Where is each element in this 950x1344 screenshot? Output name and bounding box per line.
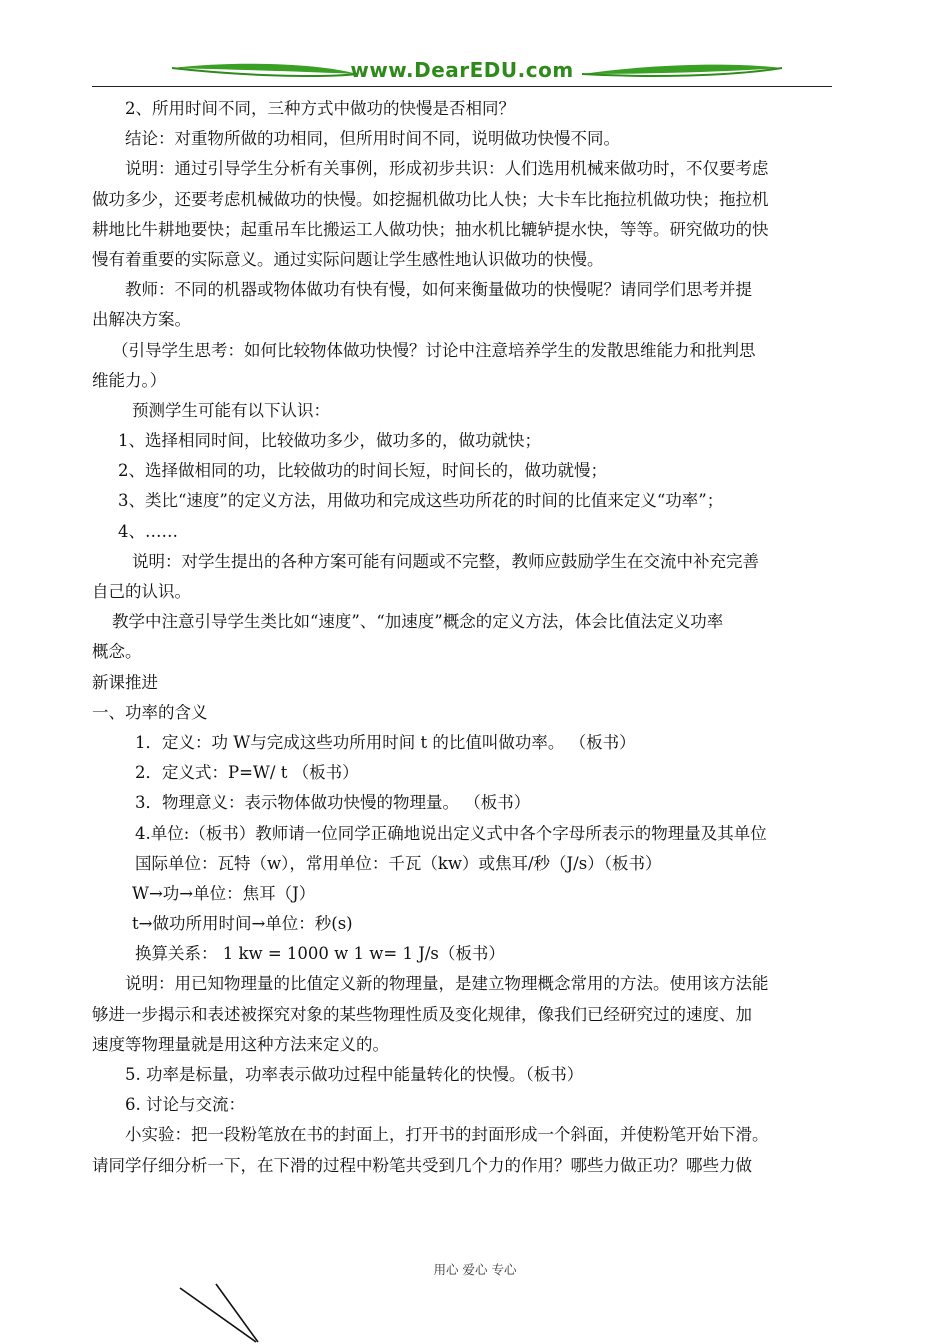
paragraph-line: 换算关系： 1 kw = 1000 w 1 w= 1 J/s（板书） bbox=[135, 944, 505, 964]
paragraph-line: 教师：不同的机器或物体做功有快有慢，如何来衡量做功的快慢呢？请同学们思考并提 bbox=[125, 280, 752, 300]
list-item: 4.单位:（板书）教师请一位同学正确地说出定义式中各个字母所表示的物理量及其单位 bbox=[135, 823, 767, 843]
list-item: 5. 功率是标量，功率表示做功过程中能量转化的快慢。（板书） bbox=[125, 1065, 584, 1084]
header-rule bbox=[92, 86, 832, 87]
list-item: 6. 讨论与交流： bbox=[125, 1095, 245, 1115]
paragraph-line: 预测学生可能有以下认识： bbox=[132, 400, 330, 420]
paragraph-line: 概念。 bbox=[92, 642, 142, 662]
paragraph-line: 说明：对学生提出的各种方案可能有问题或不完整，教师应鼓励学生在交流中补充完善 bbox=[132, 551, 759, 571]
paragraph-line: （引导学生思考：如何比较物体做功快慢？讨论中注意培养学生的发散思维能力和批判思 bbox=[112, 340, 756, 360]
paragraph-line: 够进一步揭示和表述被探究对象的某些物理性质及变化规律，像我们已经研究过的速度、加 bbox=[92, 1004, 752, 1024]
paragraph-line: 慢有着重要的实际意义。通过实际问题让学生感性地认识做功的快慢。 bbox=[92, 249, 604, 269]
paragraph-line: 耕地比牛耕地要快；起重吊车比搬运工人做功快；抽水机比辘轳提水快，等等。研究做功的快 bbox=[92, 219, 769, 239]
paragraph-line: 结论：对重物所做的功相同，但所用时间不同，说明做功快慢不同。 bbox=[125, 129, 620, 149]
section-heading: 新课推进 bbox=[92, 672, 158, 692]
paragraph-line: 教学中注意引导学生类比如“速度”、“加速度”概念的定义方法，体会比值法定义功率 bbox=[112, 612, 724, 632]
paragraph-line: 出解决方案。 bbox=[92, 310, 191, 330]
list-item: 1．定义：功 W与完成这些功所用时间 t 的比值叫做功率。 （板书） bbox=[135, 732, 636, 752]
list-item: 3、类比“速度”的定义方法，用做功和完成这些功所花的时间的比值来定义“功率”； bbox=[118, 491, 724, 511]
paragraph-line: 说明：通过引导学生分析有关事例，形成初步共识：人们选用机械来做功时，不仅要考虑 bbox=[125, 159, 769, 179]
list-item: 2．定义式：P=W/ t （板书） bbox=[135, 763, 359, 783]
paragraph-line: 2、所用时间不同，三种方式中做功的快慢是否相同？ bbox=[125, 99, 515, 118]
paragraph-line: 国际单位：瓦特（w），常用单位：千瓦（kw）或焦耳/秒（J/s）（板书） bbox=[135, 853, 662, 873]
paragraph-line: 请同学仔细分析一下，在下滑的过程中粉笔共受到几个力的作用？哪些力做正功？哪些力做 bbox=[92, 1155, 752, 1175]
page-footer: 用心 爱心 专心 bbox=[433, 1262, 517, 1277]
section-heading: 一、功率的含义 bbox=[92, 702, 208, 722]
list-item: 2、选择做相同的功，比较做功的时间长短，时间长的，做功就慢； bbox=[118, 461, 607, 481]
list-item: 4、…… bbox=[118, 521, 178, 541]
document-body bbox=[92, 94, 860, 1181]
pen-stroke-mark bbox=[170, 1280, 270, 1344]
paragraph-line: 说明：用已知物理量的比值定义新的物理量，是建立物理概念常用的方法。使用该方法能 bbox=[125, 974, 769, 994]
paragraph-line: W→功→单位：焦耳（J） bbox=[132, 883, 316, 903]
paragraph-line: 速度等物理量就是用这种方法来定义的。 bbox=[92, 1034, 389, 1054]
paragraph-line: t→做功所用时间→单位：秒(s) bbox=[132, 914, 353, 934]
paragraph-line: 维能力。） bbox=[92, 370, 167, 390]
paragraph-line: 自己的认识。 bbox=[92, 582, 191, 601]
paragraph-line: 做功多少，还要考虑机械做功的快慢。如挖掘机做功比人快；大卡车比拖拉机做功快；拖拉机 bbox=[92, 189, 769, 209]
list-item: 3．物理意义：表示物体做功快慢的物理量。 （板书） bbox=[135, 793, 531, 813]
paragraph-line: 小实验：把一段粉笔放在书的封面上，打开书的封面形成一个斜面，并使粉笔开始下滑。 bbox=[125, 1125, 769, 1145]
site-logo-text: www.DearEDU.com bbox=[350, 58, 574, 82]
page-header bbox=[92, 56, 832, 90]
list-item: 1、选择相同时间，比较做功多少，做功多的，做功就快； bbox=[118, 431, 541, 451]
